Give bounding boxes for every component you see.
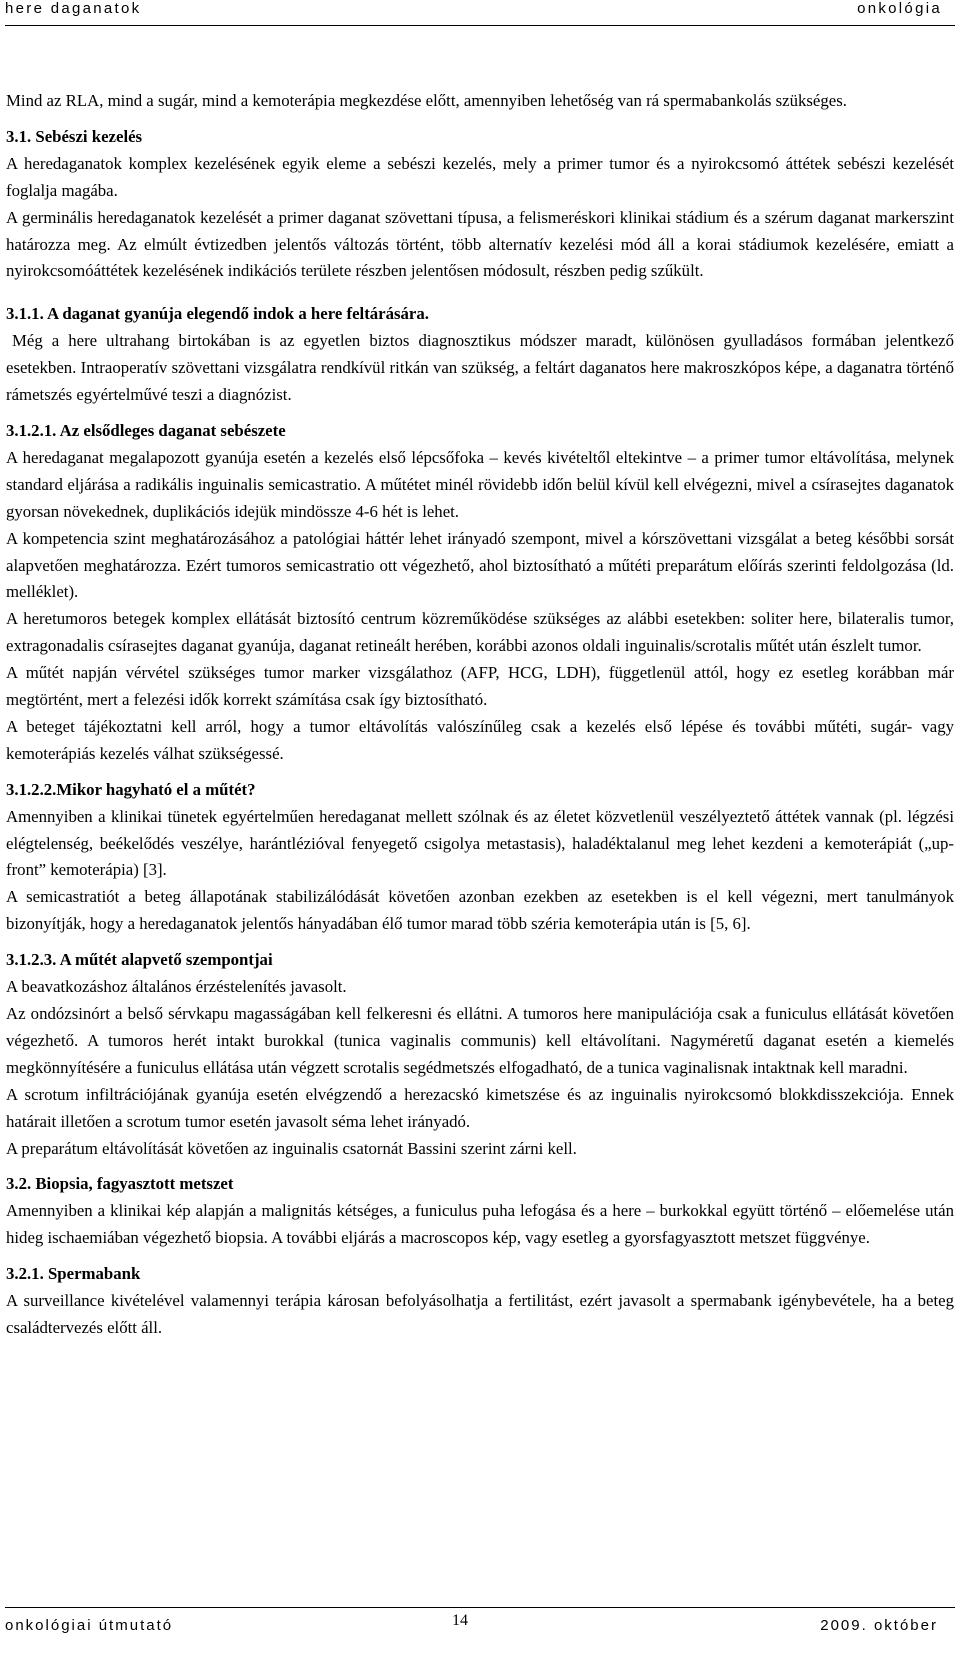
footer-divider <box>5 1607 955 1608</box>
paragraph-3-1-2-1-a: A heredaganat megalapozott gyanúja esetén a kezelés első lépcsőfoka – kevés kivételtől eltekintve – a primer tumor eltávolítása, melynek standard eljárása a radikális inguinalis semicastratio. A műtétet minél rövidebb időn belül kívül kell elvégezni, mivel a csírasejtes daganatok gyorsan növekednek, duplikációs idejük mindössze 4-6 hét is lehet. <box>6 447 954 521</box>
paragraph-3-1-2-3-c: A scrotum infiltrációjának gyanúja esetén elvégzendő a herezacskó kimetszése és az inguinalis nyirokcsomó blokkdisszekciója. Ennek határait illetően a scrotum tumor esetén javasolt séma lehet irányadó. <box>6 1084 954 1131</box>
section-heading-3-1: 3.1. Sebészi kezelés <box>6 126 143 146</box>
section-heading-3-1-1: 3.1.1. A daganat gyanúja elegendő indok a here feltárására. <box>6 304 429 324</box>
paragraph-3-1-2-3-a: A beavatkozáshoz általános érzéstelenítés javasolt. <box>6 977 347 997</box>
running-header-left: here daganatok <box>5 0 142 17</box>
paragraph-3-1-b: A germinális heredaganatok kezelését a primer daganat szövettani típusa, a felismeréskori klinikai stádium és a szérum daganat markerszint határozza meg. Az elmúlt évtizedben jelentős változás történt, több alternatív kezelési mód áll a korai stádiumok kezelésére, emiatt a nyirokcsomóáttétek kezelésének indikációs területe részben jelentősen módosult, részben pedig szűkült. <box>6 207 954 281</box>
paragraph-3-1-2-1-c: A heretumoros betegek komplex ellátását biztosító centrum közreműködése szükséges az alábbi esetekben: soliter here, bilateralis tumor, extragonadalis csírasejtes daganat gyanúja, daganat retineált herében, korábbi azonos oldali inguinalis/scrotalis műtét után észlelt tumor. <box>6 609 954 656</box>
paragraph-3-1-2-2-b: A semicastratiót a beteg állapotának stabilizálódását követően azonban ezekben az esetekben is el kell végezni, mert tanulmányok bizonyítják, hogy a heredaganatok jelentős hányadában élő tumor marad több széria kemoterápia után is [5, 6]. <box>6 887 954 934</box>
paragraph-3-1-2-3-b: Az ondózsinórt a belső sérvkapu magasságában kell felkeresni és ellátni. A tumoros here manipulációja csak a funiculus ellátását követően végezhető. A tumoros herét intakt burokkal (tunica vaginalis communis) kell eltávolítani. Nagyméretű daganat esetén a kiemelés megkönnyítésére a funiculus ellátása után végzett scrotalis segédmetszés elfogadható, de a tunica vaginalisnak intaktnak kell maradni. <box>6 1004 954 1077</box>
paragraph-3-1-a: A heredaganatok komplex kezelésének egyik eleme a sebészi kezelés, mely a primer tumor és a nyirokcsomó áttétek sebészi kezelését foglalja magába. <box>6 153 954 200</box>
page-number: 14 <box>452 1612 468 1629</box>
section-heading-3-1-2-2: 3.1.2.2.Mikor hagyható el a műtét? <box>6 779 256 799</box>
section-heading-3-2: 3.2. Biopsia, fagyasztott metszet <box>6 1174 234 1194</box>
document-body <box>6 88 954 1342</box>
section-heading-3-2-1: 3.2.1. Spermabank <box>6 1264 141 1284</box>
paragraph-3-1-2-1-e: A beteget tájékoztatni kell arról, hogy a tumor eltávolítás valószínűleg csak a kezelés első lépése és további műtéti, sugár- vagy kemoterápiás kezelés válhat szükségessé. <box>6 716 954 763</box>
paragraph-3-1-2-1-b: A kompetencia szint meghatározásához a patológiai háttér lehet irányadó szempont, mivel a kórszövettani vizsgálat a beteg későbbi sorsát alapvetően meghatározza. Ezért tumoros semicastratio ott végezhető, ahol biztosítható a műtéti preparátum előírás szerinti feldolgozása (ld. melléklet). <box>6 528 954 602</box>
section-heading-3-1-2-3: 3.1.2.3. A műtét alapvető szempontjai <box>6 950 273 970</box>
section-heading-3-1-2-1: 3.1.2.1. Az elsődleges daganat sebészete <box>6 420 286 440</box>
paragraph-3-1-2-1-d: A műtét napján vérvétel szükséges tumor marker vizsgálathoz (AFP, HCG, LDH), függetlenül attól, hogy ez esetleg korábban már megtörtént, mert a felezési idők korrekt számítása csak így biztosítható. <box>6 663 954 710</box>
paragraph-3-2-1: A surveillance kivételével valamennyi terápia károsan befolyásolhatja a fertilitást, ezért javasolt a spermabank igénybevétele, ha a beteg családtervezés előtt áll. <box>6 1291 954 1337</box>
intro-paragraph: Mind az RLA, mind a sugár, mind a kemoterápia megkezdése előtt, amennyiben lehetőség van rá spermabankolás szükséges. <box>6 91 847 110</box>
paragraph-3-2: Amennyiben a klinikai kép alapján a malignitás kétséges, a funiculus puha lefogása és a here – burkokkal együtt történő – előemelése után hideg ischaemiában végezhető biopsia. A további eljárás a macroscopos kép, vagy esetleg a gyorsfagyasztott metszet függvénye. <box>6 1201 954 1248</box>
running-footer-date: 2009. október <box>820 1617 938 1634</box>
running-footer-left: onkológiai útmutató <box>5 1617 174 1634</box>
paragraph-3-1-2-2-a: Amennyiben a klinikai tünetek egyértelműen heredaganat mellett szólnak és az életet közvetlenül veszélyeztető áttétek vannak (pl. légzési elégtelenség, beékelődés veszélye, harántlézióval fenyegető csigolya metastasis), haladéktalanul meg lehet kezdeni a kemoterápiát („up-front” kemoterápia) [3]. <box>6 806 954 880</box>
paragraph-3-1-1: Még a here ultrahang birtokában is az egyetlen biztos diagnosztikus módszer maradt, különösen gyulladásos formában jelentkező esetekben. Intraoperatív szövettani vizsgálatra rendkívül ritkán van szükség, a feltárt daganatos here makroszkópos képe, a daganatra történő rámetszés egyértelművé teszi a diagnózist. <box>6 331 954 405</box>
header-divider <box>5 25 955 26</box>
running-header-right: onkológia <box>857 0 942 17</box>
paragraph-3-1-2-3-d: A preparátum eltávolítását követően az inguinalis csatornát Bassini szerint zárni kell. <box>6 1138 577 1158</box>
